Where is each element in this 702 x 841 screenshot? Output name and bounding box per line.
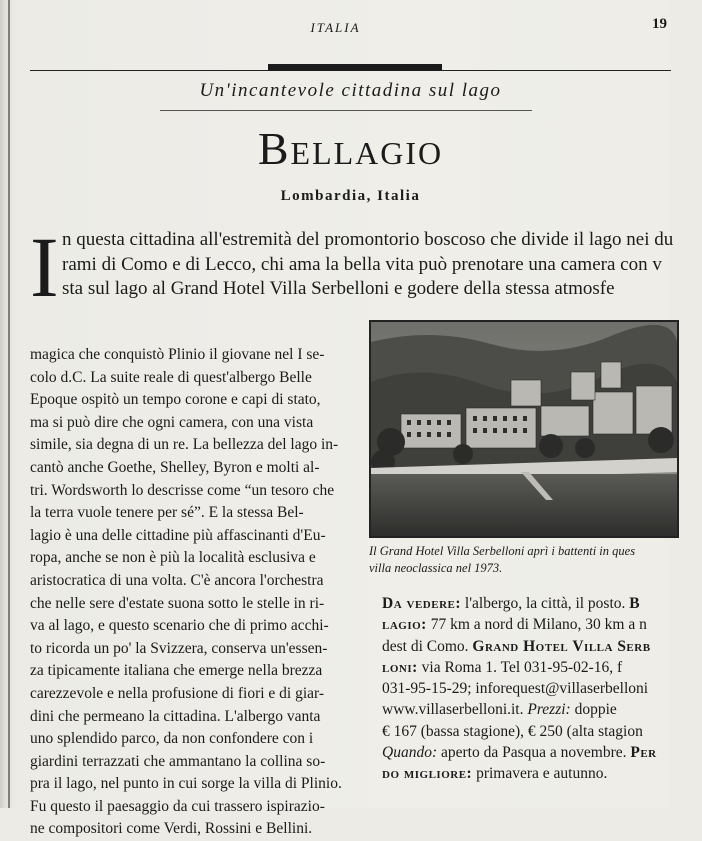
- header-bar: [268, 64, 442, 71]
- body-line: la terra vuole tenere per sé”. E la stessa Bel-: [30, 504, 304, 522]
- body-line: carezzevole e nella profusione di fiori e di giar-: [30, 684, 325, 702]
- body-line: tri. Wordsworth lo descrisse come “un tesoro che: [30, 481, 335, 499]
- lede-line: rami di Como e di Lecco, chi ama la bella vita può prenotare una camera con v: [62, 253, 662, 275]
- info-text: via Roma 1. Tel 031-95-02-16, f: [417, 658, 623, 676]
- info-label-prezzi: Prezzi:: [527, 701, 571, 719]
- body-line: che nelle sere d'estate suona sotto le stelle in ri-: [30, 594, 325, 612]
- body-line: lagio è una delle cittadine più affascinanti d'Eu-: [30, 526, 326, 544]
- running-head: ITALIA: [310, 20, 361, 35]
- body-line: ropa, anche se non è più la località esclusiva e: [30, 549, 316, 567]
- info-line: [382, 742, 682, 763]
- info-label-periodo: do migliore:: [382, 765, 473, 783]
- body-line: uno splendido parco, da non confondere con i: [30, 730, 314, 748]
- info-label: lagio:: [382, 616, 427, 634]
- info-line: [382, 657, 682, 678]
- lede-paragraph: [62, 228, 702, 302]
- body-line: giardini terrazzati che ammantano la collina so-: [30, 752, 326, 770]
- info-label: B: [629, 595, 641, 612]
- lede-line: sta sul lago al Grand Hotel Villa Serbelloni e godere della stessa atmosfe: [62, 278, 615, 299]
- info-line: [382, 614, 682, 635]
- hotel-photo: [369, 320, 679, 538]
- info-label-hotel: Grand Hotel Villa Serb: [472, 637, 651, 655]
- info-line: [382, 763, 682, 784]
- kicker-rule: [160, 110, 532, 111]
- article-kicker: Un'incantevole cittadina sul lago: [199, 80, 502, 101]
- body-line: magica che conquistò Plinio il giovane nel I se-: [30, 346, 325, 363]
- info-text: primavera e autunno.: [472, 765, 608, 783]
- page-gutter-edge: [8, 0, 10, 808]
- body-line: aristocratica di una volta. C'è ancora l'orchestra: [30, 571, 324, 589]
- body-line: to ricorda un po' la Svizzera, conserva un'essen-: [30, 639, 328, 657]
- hotel-photo-illustration: [371, 322, 677, 536]
- info-line: [382, 699, 682, 720]
- body-column-left: [30, 344, 354, 841]
- info-text: 77 km a nord di Milano, 30 km a n: [426, 616, 647, 634]
- info-text: aperto da Pasqua a novembre.: [437, 744, 631, 762]
- info-box: [382, 593, 682, 785]
- info-line: [382, 593, 682, 614]
- drop-cap: I: [30, 219, 59, 315]
- info-text: dest di Como.: [382, 637, 473, 655]
- info-label-da-vedere: Da vedere:: [382, 595, 462, 612]
- body-line: dini che permeano la cittadina. L'albergo vanta: [30, 707, 321, 725]
- info-label-quando: Quando:: [382, 744, 438, 762]
- body-line: Epoque ospitò un tempo corone e capi di stato,: [30, 391, 321, 409]
- body-line: cantò anche Goethe, Shelley, Byron e molti al-: [30, 458, 320, 476]
- body-line: va al lago, e questo scenario che di primo acchi-: [30, 617, 329, 635]
- caption-line: villa neoclassica nel 1973.: [369, 561, 503, 575]
- body-line: ne compositori come Verdi, Rossini e Bellini.: [30, 820, 313, 838]
- info-line: [382, 721, 682, 742]
- body-line: pra il lago, nel punto in cui sorge la villa di Plinio.: [30, 775, 342, 793]
- info-text: € 167 (bassa stagione), € 250 (alta stagion: [382, 722, 643, 740]
- info-label: Per: [630, 744, 657, 762]
- body-line: Fu questo il paesaggio da cui trassero ispirazio-: [30, 797, 325, 815]
- info-text: doppie: [570, 701, 617, 719]
- info-text: www.villaserbelloni.it.: [382, 701, 528, 719]
- article-title: Bellagio: [257, 123, 444, 174]
- info-text: l'albergo, la città, il posto.: [461, 595, 630, 612]
- photo-caption: [369, 543, 689, 577]
- body-line: ma si può dire che ogni camera, con una vista: [30, 413, 314, 431]
- info-text: 031-95-15-29; inforequest@villaserbelloni: [382, 680, 649, 698]
- body-line: za tipicamente italiana che emerge nella brezza: [30, 662, 323, 680]
- info-line: [382, 678, 682, 699]
- lede-line: n questa cittadina all'estremità del promontorio boscoso che divide il lago nei du: [62, 229, 674, 250]
- body-line: colo d.C. La suite reale di quest'albergo Belle: [30, 368, 312, 386]
- body-line: simile, sia degna di un re. La bellezza del lago in-: [30, 436, 339, 454]
- caption-line: Il Grand Hotel Villa Serbelloni aprì i battenti in ques: [369, 544, 636, 558]
- article-subtitle: Lombardia, Italia: [280, 188, 421, 204]
- page-number: 19: [652, 16, 667, 32]
- info-line: [382, 636, 682, 657]
- info-label: loni:: [382, 658, 418, 676]
